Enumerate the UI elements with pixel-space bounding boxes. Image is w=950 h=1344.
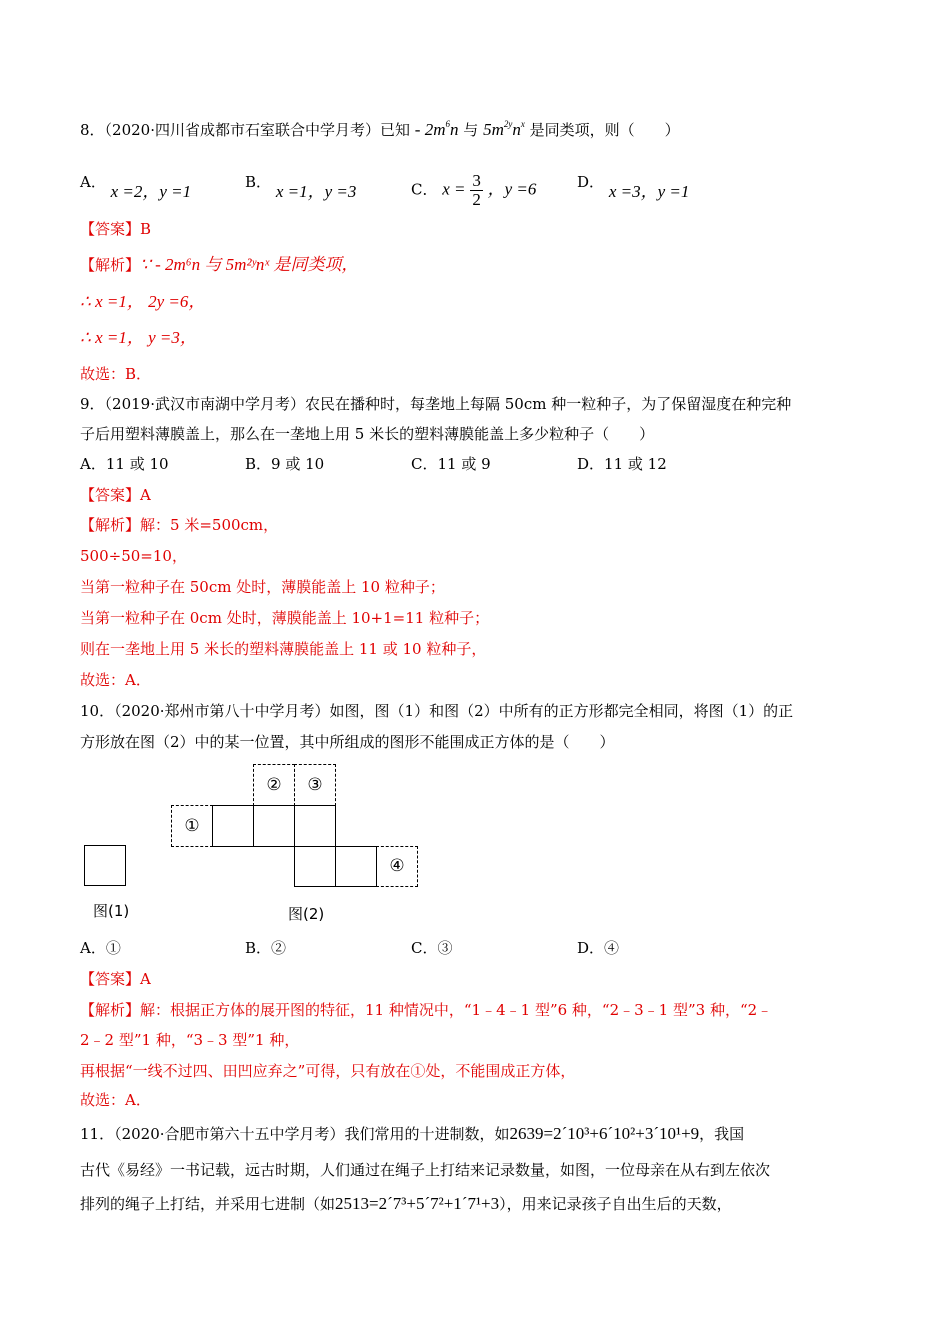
q8-answer: 【答案】B [80,220,152,238]
q10-option-d[interactable]: D．④ [577,939,620,957]
q8-term1: - $2m^6n$ [414,119,459,139]
q11-math-2513: 2513=2´7³+5´7²+1´7¹+3 [335,1194,500,1213]
q8-analysis-2: ∴ x =1， 2y =6， [80,292,206,311]
q10-option-b[interactable]: B．② [245,939,287,957]
q9-conclusion: 故选：A． [80,671,151,689]
q9-analysis-5: 则在一垄地上用 5 米长的塑料薄膜能盖上 11 或 10 粒种子， [80,640,487,658]
q9-stem-line1: 9．（2019·武汉市南湖中学月考）农民在播种时，每垄地上每隔 50cm 种一粒种子，为了保留湿度在种完种 [80,395,792,413]
q11-stem-line2: 古代《易经》一书记载，远古时期，人们通过在绳子上打结来记录数量，如图，一位母亲在从右到左依次 [80,1161,771,1179]
fig2-square [212,805,254,847]
q9-analysis-1: 【解析】解：5 米=500cm， [80,516,279,534]
q8-stem [80,120,680,140]
q10-analysis-1: 【解析】解：根据正方体的展开图的特征，11 种情况中，“1﹣4﹣1 型”6 种，“2﹣3﹣1 型”3 种，“2﹣ [80,1001,773,1019]
q10-option-c[interactable]: C．③ [411,939,453,957]
q8-option-b-text: x =1，y =3 [275,182,357,201]
q8-option-d[interactable]: D． x =3，y =1 [577,173,690,201]
q10-stem-line2: 方形放在图（2）中的某一位置，其中所组成的图形不能围成正方体的是（ ） [80,733,615,751]
q11-stem-line3: 排列的绳子上打结，并采用七进制（如2513=2´7³+5´7²+1´7¹+3），用来记录孩子自出生后的天数， [80,1194,732,1213]
q9-answer: 【答案】A [80,486,151,504]
q10-analysis-2: 2﹣2 型”1 种，“3﹣3 型”1 种， [80,1031,300,1049]
q8-option-d-text: x =3，y =1 [608,182,690,201]
q8-option-c-fraction: $\frac{3}{2}$ [472,171,481,209]
fig2-square [253,805,295,847]
fig2-square [335,846,377,887]
q8-stem-suffix: 是同类项，则（ ） [529,121,680,139]
q10-option-a[interactable]: A．① [80,939,121,957]
q10-answer: 【答案】A [80,970,151,988]
q9-option-a[interactable]: A．11 或 10 [80,455,169,473]
q9-analysis-3: 当第一粒种子在 50cm 处时，薄膜能盖上 10 粒种子； [80,578,445,596]
q8-option-a-text: x =2，y =1 [110,182,192,201]
fig1-caption: 图(1) [93,902,130,920]
q9-stem-line2: 子后用塑料薄膜盖上，那么在一垄地上用 5 米长的塑料薄膜能盖上多少粒种子（ ） [80,425,655,443]
q11-math-2639: 2639=2´10³+6´10²+3´10¹+9 [509,1124,700,1143]
q8-option-c-prefix: x = [442,179,466,199]
fig2-square [294,846,336,887]
q9-option-c[interactable]: C．11 或 9 [411,455,491,473]
q8-conclusion: 故选：B． [80,365,152,383]
q8-term2: $5m^{2y}n^x$ [483,119,525,139]
q11-stem-line1: 11．（2020·合肥市第六十五中学月考）我们常用的十进制数，如2639=2´10³+6´10²+3´10¹+9，我国 [80,1124,745,1143]
q8-option-b[interactable]: B． x =1，y =3 [245,173,357,201]
q8-analysis-1: 【解析】∵ - 2m⁶n 与 5m²ʸnˣ 是同类项， [80,255,359,274]
fig2-caption: 图(2) [288,905,325,923]
fig2-position-1[interactable]: ① [171,805,213,847]
q9-analysis-2: 500÷50=10， [80,547,187,565]
fig2-position-4[interactable]: ④ [376,846,418,887]
q9-option-d[interactable]: D．11 或 12 [577,455,667,473]
q8-analysis-3: ∴ x =1， y =3， [80,328,197,347]
q8-stem-mid: 与 [463,121,479,139]
fig1-square [84,845,126,886]
q10-conclusion: 故选：A． [80,1091,151,1109]
q8-option-a[interactable]: A． x =2，y =1 [80,173,192,201]
q8-option-c-suffix: ，y =6 [487,179,537,199]
fig2-square [294,805,336,847]
q9-analysis-4: 当第一粒种子在 0cm 处时，薄膜能盖上 10+1=11 粒种子； [80,609,490,627]
q10-analysis-3: 再根据“一线不过四、田凹应弃之”可得，只有放在①处，不能围成正方体， [80,1062,576,1080]
q9-option-b[interactable]: B．9 或 10 [245,455,325,473]
q8-option-c[interactable]: C． x = $\frac{3}{2}$ ，y =6 [411,171,537,209]
q8-stem-prefix: 8．（2020·四川省成都市石室联合中学月考）已知 [80,121,410,139]
q10-stem-line1: 10．（2020·郑州市第八十中学月考）如图，图（1）和图（2）中所有的正方形都完全相同，将图（1）的正 [80,702,794,720]
fig2-position-2[interactable]: ② [253,764,295,806]
fig2-position-3[interactable]: ③ [294,764,336,806]
